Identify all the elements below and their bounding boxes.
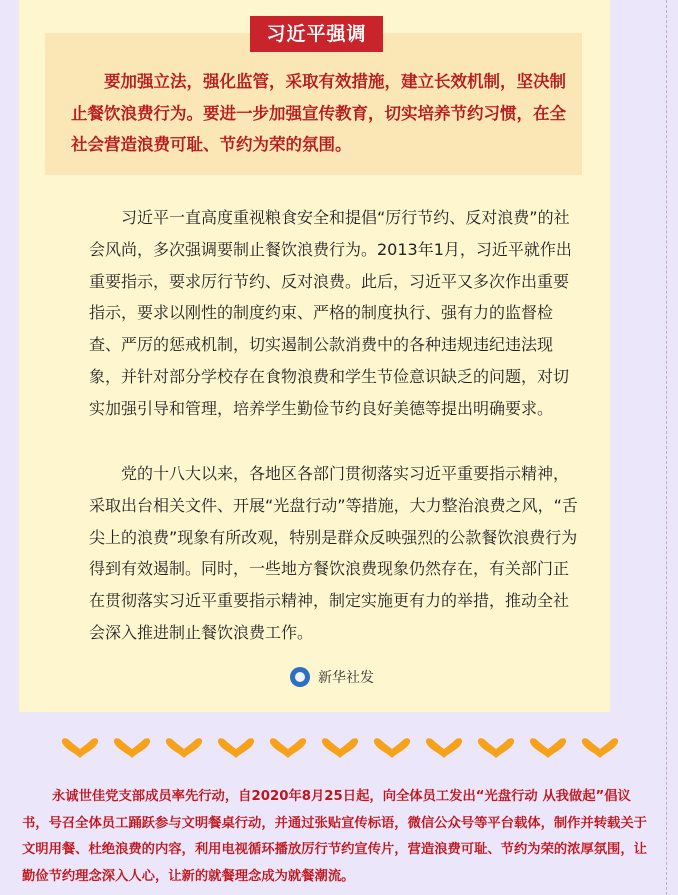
heart-icon: [164, 737, 204, 759]
right-dashed-border: [666, 0, 667, 895]
article-paragraph-1: 习近平一直高度重视粮食安全和提倡“厉行节约、反对浪费”的社会风尚，多次强调要制止餐饮浪费行为。2013年1月，习近平就作出重要指示，要求厉行节约、反对浪费。此后，习近平又多次作出重要指示，要求以刚性的制度约束、严格的制度执行、强有力的监督检查、严厉的惩戒机制，切实遏制公款消费中的各种违规违纪违法现象，并针对部分学校存在食物浪费和学生节俭意识缺乏的问题，对切实加强引导和管理，培养学生勤俭节约良好美德等提出明确要求。: [89, 208, 572, 418]
heart-icon: [216, 737, 256, 759]
banner-title: 习近平强调: [250, 16, 383, 52]
heart-icon: [60, 737, 100, 759]
heart-icon: [372, 737, 412, 759]
article-paragraph-2: 党的十八大以来，各地区各部门贯彻落实习近平重要指示精神，采取出台相关文件、开展“光盘行动”等措施，大力整治浪费之风，“舌尖上的浪费”现象有所改观，特别是群众反映强烈的公款餐饮浪费行为得到有效遏制。同时，一些地方餐饮浪费现象仍然存在，有关部门正在贯彻落实习近平重要指示精神，制定实施更有力的举措，推动全社会深入推进制止餐饮浪费工作。: [89, 464, 578, 642]
heart-icon: [580, 737, 620, 759]
heart-icon: [320, 737, 360, 759]
notice-text: 永诚世佳党支部成员率先行动，自2020年8月25日起，向全体员工发出“光盘行动 从我做起”倡议书，号召全体员工踊跃参与文明餐桌行动，并通过张贴宣传标语，微信公众号等平台载体，制作并转载关于文明用餐、杜绝浪费的内容，利用电视循环播放厉行节约宣传片，营造浪费可耻、节约为荣的浓厚氛围，让勤俭节约理念深入人心，让新的就餐理念成为就餐潮流。: [22, 789, 647, 884]
heart-icon: [112, 737, 152, 759]
heart-icon: [424, 737, 464, 759]
heart-divider: [60, 737, 620, 761]
source-label: 新华社发: [318, 670, 374, 686]
heart-icon: [528, 737, 568, 759]
article-card: [19, 0, 610, 712]
heart-icon: [476, 737, 516, 759]
source-credit: [290, 665, 374, 689]
heart-icon: [268, 737, 308, 759]
quote-text: 要加强立法，强化监管，采取有效措施，建立长效机制，坚决制止餐饮浪费行为。要进一步加强宣传教育，切实培养节约习惯，在全社会营造浪费可耻、节约为荣的氛围。: [71, 72, 566, 154]
xinhua-logo-icon: [290, 667, 310, 687]
